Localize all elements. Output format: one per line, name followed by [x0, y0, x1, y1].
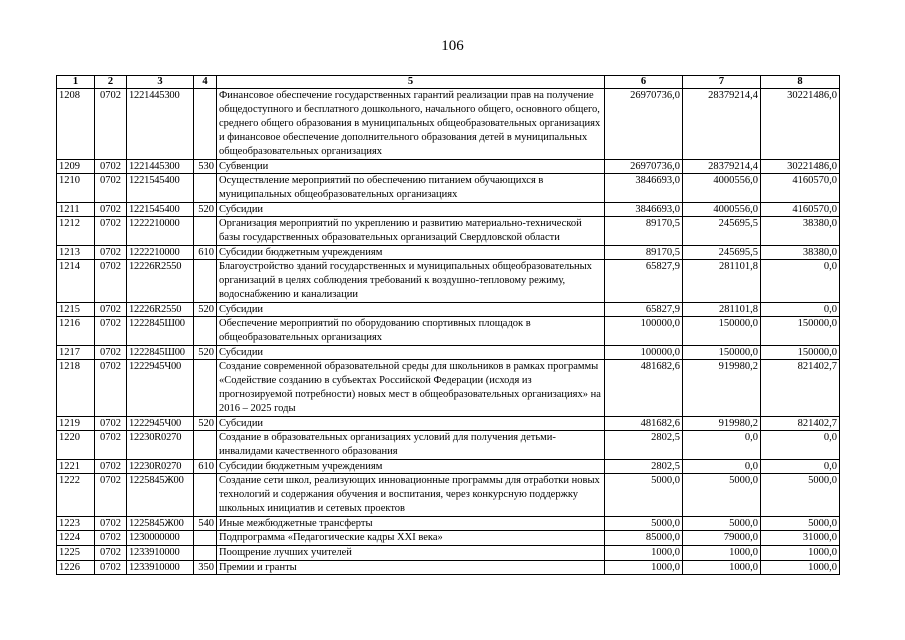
amount-col-6: 26970736,0	[605, 160, 683, 174]
row-number: 1223	[57, 517, 95, 531]
item-name: Создание современной образовательной среды для школьников в рамках программы «Содействие созданию в субъектах Российской Федерации (исходя из прогнозируемой потребности) новых мест в общеобразовательных организациях» на 2016 – 2025 годы	[217, 360, 605, 417]
col-header-8: 8	[761, 76, 840, 89]
item-name: Субсидии бюджетным учреждениям	[217, 246, 605, 260]
row-number: 1225	[57, 546, 95, 561]
section-code: 0702	[95, 203, 127, 217]
section-code: 0702	[95, 417, 127, 431]
amount-col-6: 100000,0	[605, 346, 683, 360]
amount-col-8: 821402,7	[761, 417, 840, 431]
amount-col-7: 5000,0	[683, 517, 761, 531]
target-article-code: 12230R0270	[127, 460, 194, 474]
budget-table	[56, 75, 840, 575]
target-article-code: 12226R2550	[127, 260, 194, 303]
target-article-code: 1222945Ч00	[127, 360, 194, 417]
row-number: 1211	[57, 203, 95, 217]
amount-col-7: 919980,2	[683, 417, 761, 431]
amount-col-8: 5000,0	[761, 474, 840, 517]
item-name: Премии и гранты	[217, 561, 605, 575]
table-row	[57, 89, 840, 160]
section-code: 0702	[95, 260, 127, 303]
amount-col-6: 1000,0	[605, 561, 683, 575]
item-name: Подпрограмма «Педагогические кадры XXI века»	[217, 531, 605, 546]
row-number: 1212	[57, 217, 95, 246]
target-article-code: 1230000000	[127, 531, 194, 546]
expense-type-code	[194, 360, 217, 417]
row-number: 1213	[57, 246, 95, 260]
row-number: 1221	[57, 460, 95, 474]
table-row	[57, 260, 840, 303]
col-header-4: 4	[194, 76, 217, 89]
col-header-2: 2	[95, 76, 127, 89]
row-number: 1226	[57, 561, 95, 575]
amount-col-8: 30221486,0	[761, 89, 840, 160]
expense-type-code: 610	[194, 460, 217, 474]
item-name: Иные межбюджетные трансферты	[217, 517, 605, 531]
amount-col-8: 0,0	[761, 260, 840, 303]
amount-col-8: 4160570,0	[761, 174, 840, 203]
row-number: 1220	[57, 431, 95, 460]
col-header-6: 6	[605, 76, 683, 89]
row-number: 1215	[57, 303, 95, 317]
target-article-code: 1225845Ж00	[127, 517, 194, 531]
section-code: 0702	[95, 431, 127, 460]
amount-col-6: 26970736,0	[605, 89, 683, 160]
row-number: 1218	[57, 360, 95, 417]
item-name: Субсидии	[217, 346, 605, 360]
expense-type-code	[194, 174, 217, 203]
section-code: 0702	[95, 217, 127, 246]
expense-type-code	[194, 474, 217, 517]
expense-type-code: 530	[194, 160, 217, 174]
table-row	[57, 246, 840, 260]
item-name: Субсидии бюджетным учреждениям	[217, 460, 605, 474]
table-row	[57, 160, 840, 174]
target-article-code: 1221445300	[127, 160, 194, 174]
amount-col-8: 31000,0	[761, 531, 840, 546]
row-number: 1208	[57, 89, 95, 160]
row-number: 1224	[57, 531, 95, 546]
amount-col-8: 1000,0	[761, 561, 840, 575]
amount-col-7: 150000,0	[683, 346, 761, 360]
amount-col-8: 0,0	[761, 303, 840, 317]
amount-col-6: 1000,0	[605, 546, 683, 561]
expense-type-code: 350	[194, 561, 217, 575]
expense-type-code: 520	[194, 203, 217, 217]
amount-col-8: 150000,0	[761, 346, 840, 360]
section-code: 0702	[95, 360, 127, 417]
col-header-3: 3	[127, 76, 194, 89]
item-name: Создание сети школ, реализующих инновационные программы для отработки новых технологий и содержания обучения и воспитания, через конкурсную поддержку школьных инициатив и сетевых проектов	[217, 474, 605, 517]
table-row	[57, 346, 840, 360]
section-code: 0702	[95, 546, 127, 561]
item-name: Финансовое обеспечение государственных гарантий реализации прав на получение общедоступного и бесплатного дошкольного, начального общего, основного общего, среднего общего образования в муниципальных общеобразовательных организациях и финансовое обеспечение дополнительного образования детей в муниципальных общеобразовательных организациях	[217, 89, 605, 160]
section-code: 0702	[95, 561, 127, 575]
target-article-code: 1222945Ч00	[127, 417, 194, 431]
table-row	[57, 217, 840, 246]
col-header-5: 5	[217, 76, 605, 89]
amount-col-6: 2802,5	[605, 460, 683, 474]
table-row	[57, 360, 840, 417]
amount-col-7: 245695,5	[683, 217, 761, 246]
table-row	[57, 460, 840, 474]
amount-col-8: 1000,0	[761, 546, 840, 561]
table-row	[57, 317, 840, 346]
target-article-code: 1221545400	[127, 203, 194, 217]
row-number: 1216	[57, 317, 95, 346]
expense-type-code: 520	[194, 303, 217, 317]
target-article-code: 1225845Ж00	[127, 474, 194, 517]
amount-col-7: 28379214,4	[683, 89, 761, 160]
amount-col-8: 5000,0	[761, 517, 840, 531]
item-name: Субвенции	[217, 160, 605, 174]
amount-col-8: 0,0	[761, 460, 840, 474]
amount-col-8: 30221486,0	[761, 160, 840, 174]
amount-col-6: 65827,9	[605, 260, 683, 303]
amount-col-7: 245695,5	[683, 246, 761, 260]
amount-col-7: 0,0	[683, 460, 761, 474]
amount-col-6: 65827,9	[605, 303, 683, 317]
section-code: 0702	[95, 174, 127, 203]
table-row	[57, 431, 840, 460]
amount-col-8: 38380,0	[761, 217, 840, 246]
target-article-code: 1222210000	[127, 217, 194, 246]
target-article-code: 1233910000	[127, 546, 194, 561]
item-name: Субсидии	[217, 203, 605, 217]
section-code: 0702	[95, 89, 127, 160]
section-code: 0702	[95, 517, 127, 531]
amount-col-7: 79000,0	[683, 531, 761, 546]
expense-type-code	[194, 317, 217, 346]
amount-col-6: 3846693,0	[605, 174, 683, 203]
amount-col-7: 150000,0	[683, 317, 761, 346]
table-row	[57, 303, 840, 317]
row-number: 1210	[57, 174, 95, 203]
target-article-code: 12226R2550	[127, 303, 194, 317]
item-name: Обеспечение мероприятий по оборудованию спортивных площадок в общеобразовательных организациях	[217, 317, 605, 346]
row-number: 1219	[57, 417, 95, 431]
item-name: Поощрение лучших учителей	[217, 546, 605, 561]
amount-col-7: 4000556,0	[683, 203, 761, 217]
amount-col-6: 100000,0	[605, 317, 683, 346]
amount-col-6: 481682,6	[605, 417, 683, 431]
amount-col-6: 89170,5	[605, 246, 683, 260]
row-number: 1214	[57, 260, 95, 303]
amount-col-6: 85000,0	[605, 531, 683, 546]
amount-col-7: 28379214,4	[683, 160, 761, 174]
amount-col-6: 5000,0	[605, 517, 683, 531]
amount-col-8: 150000,0	[761, 317, 840, 346]
item-name: Субсидии	[217, 303, 605, 317]
expense-type-code: 520	[194, 417, 217, 431]
col-header-7: 7	[683, 76, 761, 89]
table-row	[57, 561, 840, 575]
amount-col-8: 821402,7	[761, 360, 840, 417]
expense-type-code: 610	[194, 246, 217, 260]
table-body	[57, 89, 840, 575]
expense-type-code	[194, 260, 217, 303]
amount-col-7: 4000556,0	[683, 174, 761, 203]
item-name: Благоустройство зданий государственных и муниципальных общеобразовательных организаций в целях соблюдения требований к воздушно-тепловому режиму, водоснабжению и канализации	[217, 260, 605, 303]
table-row	[57, 531, 840, 546]
expense-type-code	[194, 531, 217, 546]
table-row	[57, 517, 840, 531]
item-name: Субсидии	[217, 417, 605, 431]
amount-col-7: 5000,0	[683, 474, 761, 517]
amount-col-7: 1000,0	[683, 546, 761, 561]
target-article-code: 12230R0270	[127, 431, 194, 460]
amount-col-6: 89170,5	[605, 217, 683, 246]
row-number: 1217	[57, 346, 95, 360]
expense-type-code	[194, 546, 217, 561]
target-article-code: 1222210000	[127, 246, 194, 260]
expense-type-code	[194, 431, 217, 460]
header-row	[57, 76, 840, 89]
amount-col-8: 38380,0	[761, 246, 840, 260]
section-code: 0702	[95, 303, 127, 317]
table-row	[57, 546, 840, 561]
table-row	[57, 474, 840, 517]
expense-type-code	[194, 89, 217, 160]
amount-col-6: 3846693,0	[605, 203, 683, 217]
target-article-code: 1222845Ш00	[127, 346, 194, 360]
row-number: 1222	[57, 474, 95, 517]
table-row	[57, 203, 840, 217]
amount-col-8: 4160570,0	[761, 203, 840, 217]
amount-col-8: 0,0	[761, 431, 840, 460]
section-code: 0702	[95, 317, 127, 346]
section-code: 0702	[95, 160, 127, 174]
section-code: 0702	[95, 346, 127, 360]
amount-col-7: 281101,8	[683, 303, 761, 317]
item-name: Организация мероприятий по укреплению и развитию материально-технической базы государственных образовательных организаций Свердловской области	[217, 217, 605, 246]
amount-col-6: 481682,6	[605, 360, 683, 417]
col-header-1: 1	[57, 76, 95, 89]
expense-type-code: 520	[194, 346, 217, 360]
amount-col-7: 919980,2	[683, 360, 761, 417]
section-code: 0702	[95, 531, 127, 546]
table-row	[57, 174, 840, 203]
row-number: 1209	[57, 160, 95, 174]
section-code: 0702	[95, 246, 127, 260]
target-article-code: 1222845Ш00	[127, 317, 194, 346]
expense-type-code	[194, 217, 217, 246]
target-article-code: 1221445300	[127, 89, 194, 160]
expense-type-code: 540	[194, 517, 217, 531]
amount-col-6: 5000,0	[605, 474, 683, 517]
table-row	[57, 417, 840, 431]
item-name: Осуществление мероприятий по обеспечению питанием обучающихся в муниципальных общеобразовательных организациях	[217, 174, 605, 203]
section-code: 0702	[95, 460, 127, 474]
target-article-code: 1221545400	[127, 174, 194, 203]
amount-col-7: 1000,0	[683, 561, 761, 575]
item-name: Создание в образовательных организациях условий для получения детьми-инвалидами качественного образования	[217, 431, 605, 460]
section-code: 0702	[95, 474, 127, 517]
page-number: 106	[441, 38, 464, 54]
amount-col-7: 281101,8	[683, 260, 761, 303]
amount-col-7: 0,0	[683, 431, 761, 460]
target-article-code: 1233910000	[127, 561, 194, 575]
amount-col-6: 2802,5	[605, 431, 683, 460]
